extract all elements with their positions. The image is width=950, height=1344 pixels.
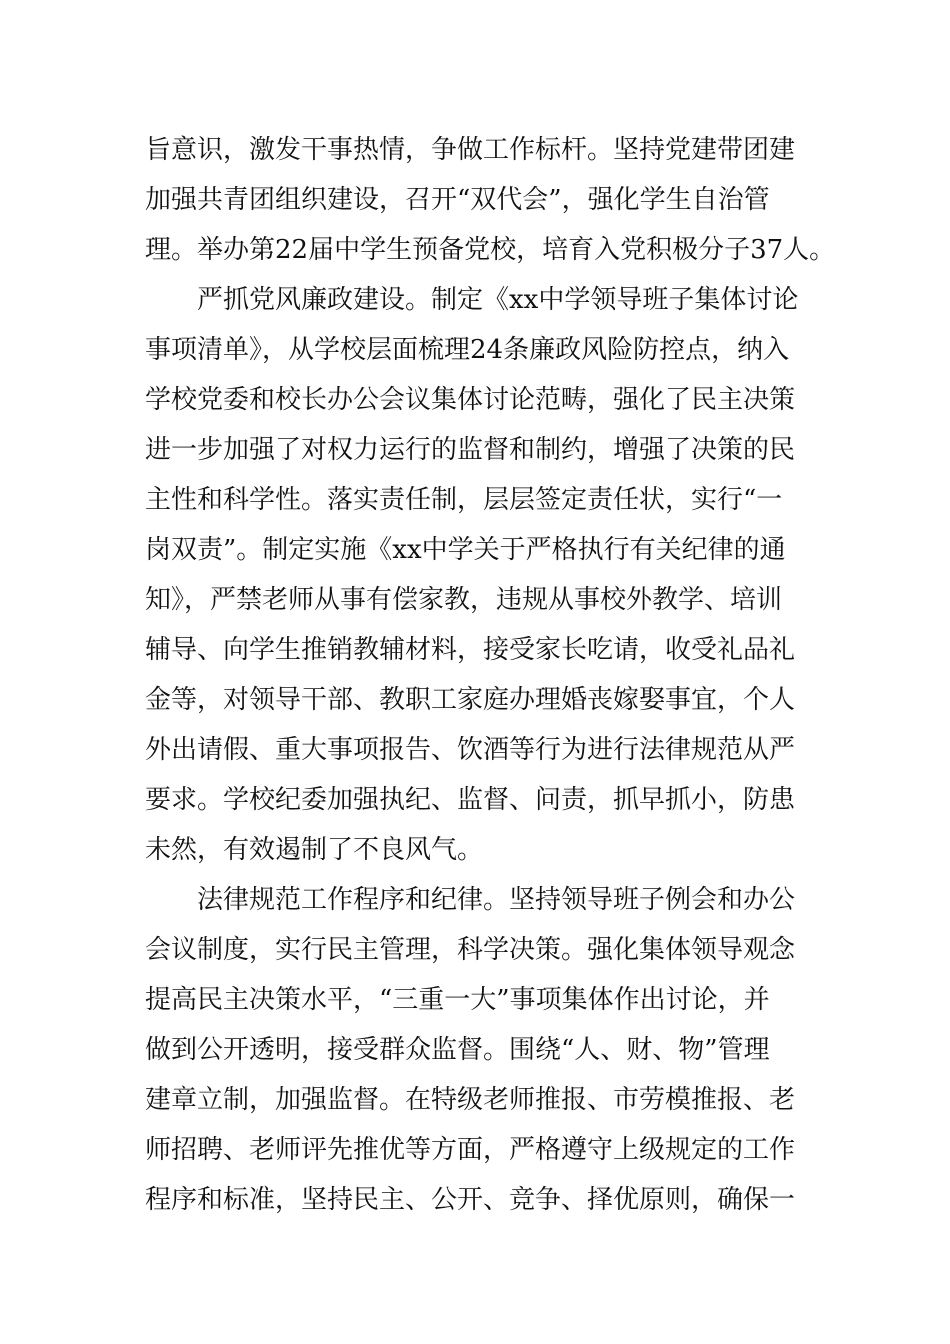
text-line-7: 进一步加强了对权力运行的监督和制约，增强了决策的民 (145, 435, 796, 465)
text-line-16: 法律规范工作程序和纪律。坚持领导班子例会和办公 (197, 885, 796, 915)
text-line-10: 知》，严禁老师从事有偿家教，违规从事校外教学、培训 (145, 585, 783, 615)
text-line-5: 事项清单》，从学校层面梳理24条廉政风险防控点，纳入 (145, 335, 790, 365)
text-line-3: 理。举办第22届中学生预备党校，培育入党积极分子37人。 (145, 235, 836, 265)
text-line-15: 未然，有效遏制了不良风气。 (145, 835, 484, 865)
text-line-1: 旨意识，激发干事热情，争做工作标杆。坚持党建带团建 (145, 135, 796, 165)
text-line-12: 金等，对领导干部、教职工家庭办理婚丧嫁娶事宜，个人 (145, 685, 796, 715)
text-line-14: 要求。学校纪委加强执纪、监督、问责，抓早抓小，防患 (145, 785, 796, 815)
text-line-18: 提高民主决策水平，“三重一大”事项集体作出讨论，并 (145, 985, 770, 1015)
text-line-13: 外出请假、重大事项报告、饮酒等行为进行法律规范从严 (145, 735, 796, 765)
text-line-17: 会议制度，实行民主管理，科学决策。强化集体领导观念 (145, 935, 796, 965)
text-line-8: 主性和科学性。落实责任制，层层签定责任状，实行“一 (145, 485, 783, 515)
text-line-11: 辅导、向学生推销教辅材料，接受家长吃请，收受礼品礼 (145, 635, 796, 665)
text-line-9: 岗双责”。制定实施《xx中学关于严格执行有关纪律的通 (145, 535, 786, 565)
text-line-4: 严抓党风廉政建设。制定《xx中学领导班子集体讨论 (197, 285, 799, 315)
text-line-2: 加强共青团组织建设，召开“双代会”，强化学生自治管 (145, 185, 770, 215)
text-line-19: 做到公开透明，接受群众监督。围绕“人、财、物”管理 (145, 1035, 770, 1065)
text-line-22: 程序和标准，坚持民主、公开、竞争、择优原则，确保一 (145, 1185, 796, 1215)
text-line-20: 建章立制，加强监督。在特级老师推报、市劳模推报、老 (145, 1085, 796, 1115)
text-line-6: 学校党委和校长办公会议集体讨论范畴，强化了民主决策 (145, 385, 796, 415)
text-line-21: 师招聘、老师评先推优等方面，严格遵守上级规定的工作 (145, 1135, 796, 1165)
